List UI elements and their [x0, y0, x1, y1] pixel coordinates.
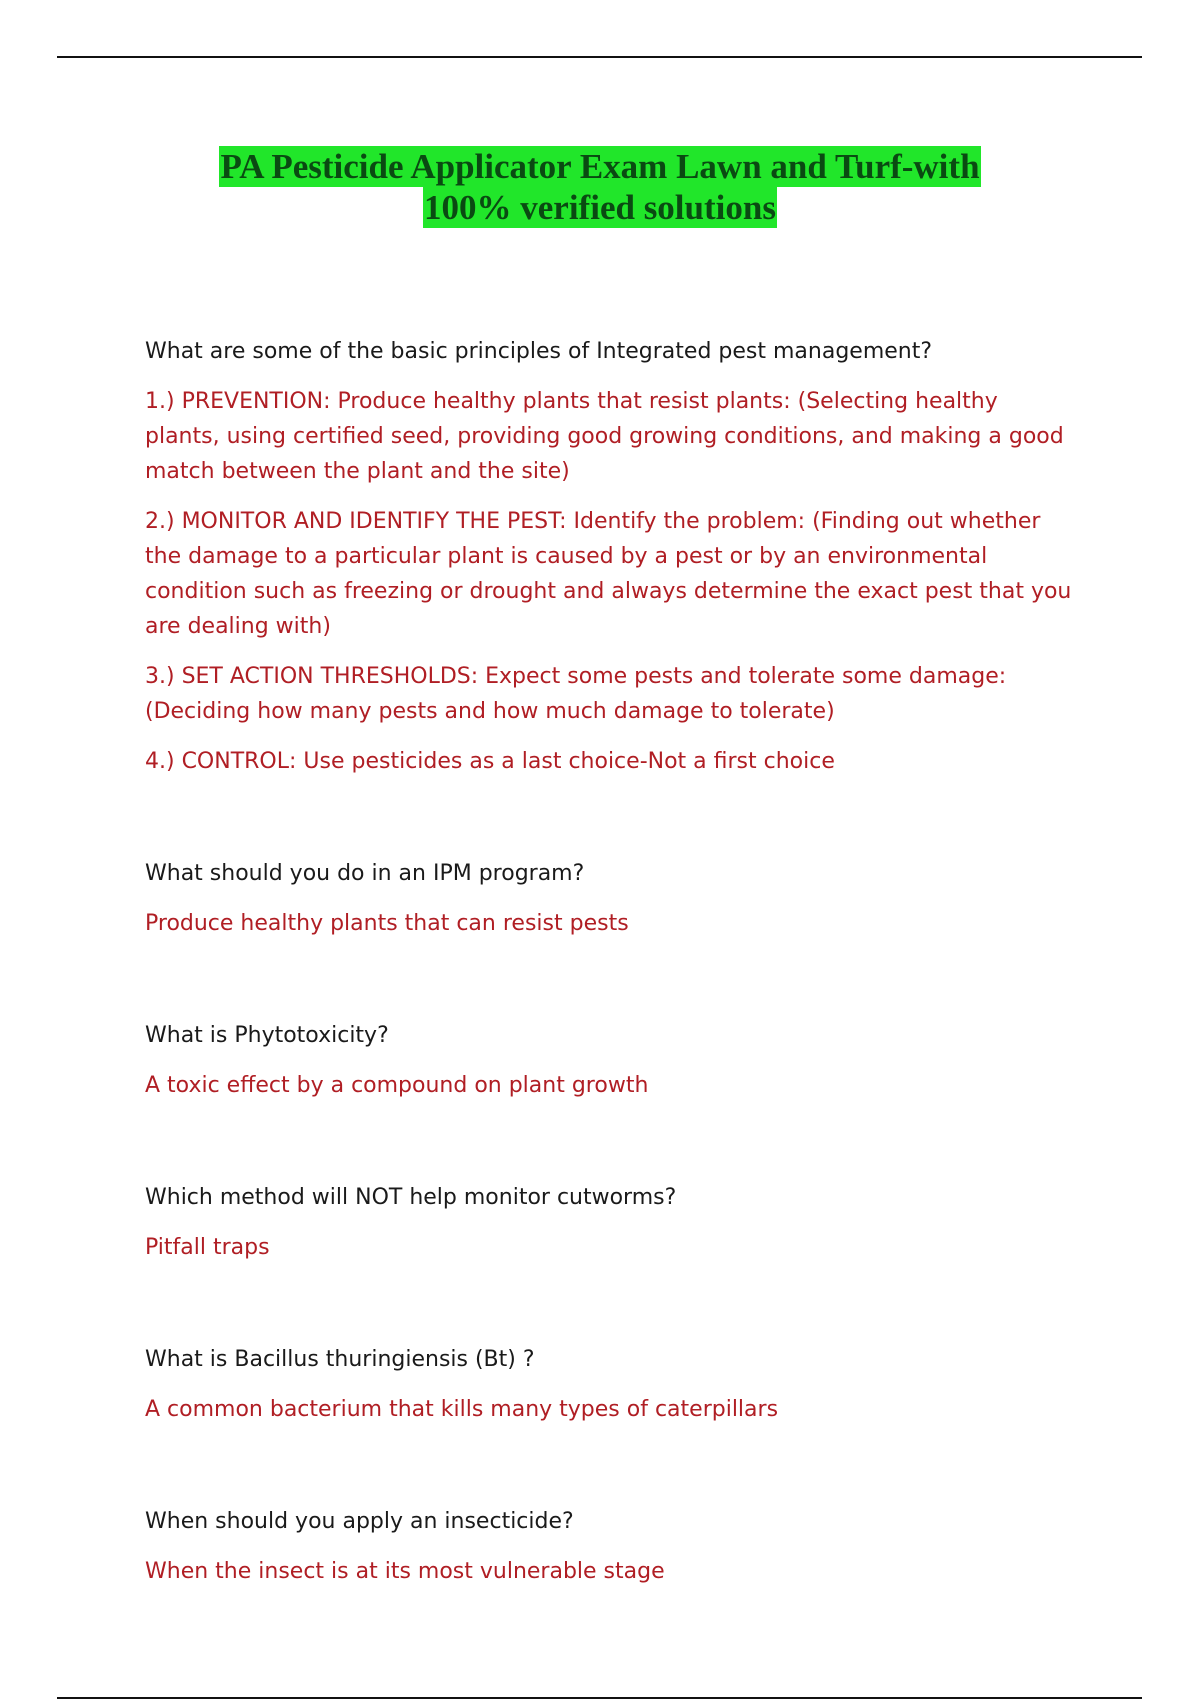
answer: 4.) CONTROL: Use pesticides as a last choice-Not a first choice [145, 749, 835, 774]
qa-item [145, 856, 1075, 941]
footer-rule [57, 1697, 1142, 1699]
answer: A toxic effect by a compound on plant growth [145, 1073, 649, 1098]
question: What is Bacillus thuringiensis (Bt) ? [145, 1347, 535, 1372]
question: What is Phytotoxicity? [145, 1023, 389, 1048]
header-rule [57, 56, 1142, 58]
title-line-1: PA Pesticide Applicator Exam Lawn and Turf-with [220, 147, 980, 186]
qa-item [145, 1018, 1075, 1103]
qa-item [145, 1504, 1075, 1589]
answer: A common bacterium that kills many types of caterpillars [145, 1397, 779, 1422]
question: When should you apply an insecticide? [145, 1509, 574, 1534]
qa-list [145, 334, 1075, 1589]
question: What should you do in an IPM program? [145, 861, 585, 886]
answer: When the insect is at its most vulnerable stage [145, 1559, 665, 1584]
answer: 1.) PREVENTION: Produce healthy plants that resist plants: (Selecting healthy plants, using certified seed, providing good growing conditions, and making a good match between the plant and the site) [145, 389, 1064, 484]
question: What are some of the basic principles of Integrated pest management? [145, 339, 933, 364]
answer: Pitfall traps [145, 1235, 270, 1260]
title-line-2: 100% verified solutions [424, 188, 776, 227]
answer: 3.) SET ACTION THRESHOLDS: Expect some pests and tolerate some damage: (Deciding how many pests and how much damage to tolerate) [145, 664, 1007, 724]
question: Which method will NOT help monitor cutworms? [145, 1185, 677, 1210]
answer: 2.) MONITOR AND IDENTIFY THE PEST: Identify the problem: (Finding out whether the damage to a particular plant is caused by a pest or by an environmental condition such as freezing or drought and always determine the exact pest that you are dealing with) [145, 509, 1072, 639]
document-title [0, 146, 1200, 228]
answer: Produce healthy plants that can resist pests [145, 911, 629, 936]
qa-item [145, 1342, 1075, 1427]
qa-item [145, 334, 1075, 779]
qa-item [145, 1180, 1075, 1265]
